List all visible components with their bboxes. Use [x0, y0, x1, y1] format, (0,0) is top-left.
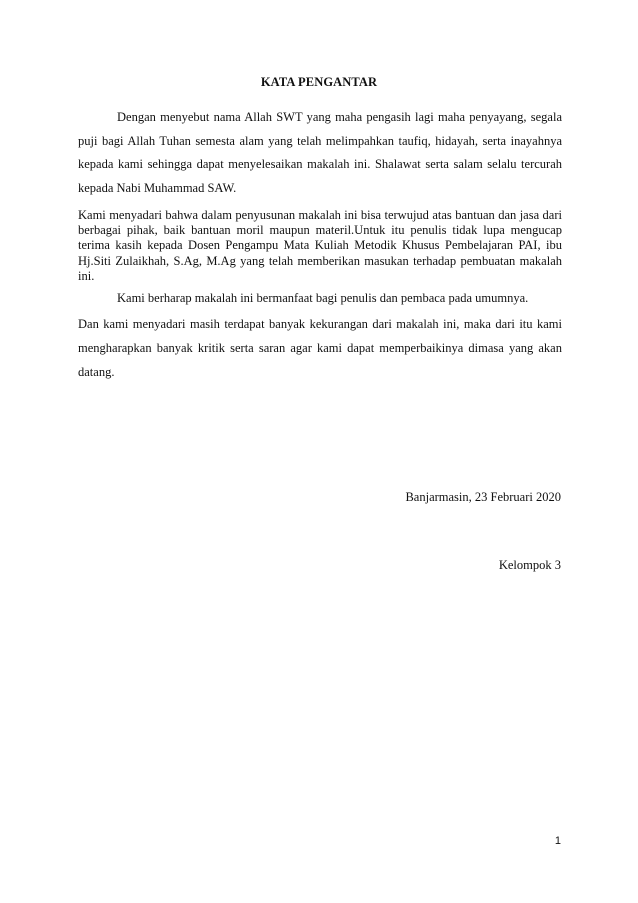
document-title: KATA PENGANTAR: [260, 75, 378, 89]
paragraph-closing-rest: Dan kami menyadari masih terdapat banyak kekurangan dari makalah ini, maka dari itu kami mengharapkan banyak kritik serta saran agar kami dapat memperbaikinya dimasa yang akan datang.: [78, 317, 562, 380]
paragraph-acknowledgement: Kami menyadari bahwa dalam penyusunan makalah ini bisa terwujud atas bantuan dan jasa dari berbagai pihak, baik bantuan moril maupun materil.Untuk itu penulis tidak lupa mengucap terima kasih kepada Dosen Pengampu Mata Kuliah Metodik Khusus Pembelajaran PAI, ibu Hj.Siti Zulaikhah, S.Ag, M.Ag yang telah memberikan masukan terhadap pembuatan makalah ini.: [78, 208, 562, 283]
paragraph-opening: Dengan menyebut nama Allah SWT yang maha pengasih lagi maha penyayang, segala puji bagi Allah Tuhan semesta alam yang telah melimpahkan taufiq, hidayah, serta inayahnya kepada kami sehingga dapat menyelesaikan makalah ini. Shalawat serta salam selalu tercurah kepada Nabi Muhammad SAW.: [78, 110, 562, 195]
paragraph-closing-first-line: Kami berharap makalah ini bermanfaat bagi penulis dan pembaca pada umumnya.: [117, 291, 529, 305]
place-and-date: Banjarmasin, 23 Februari 2020: [405, 490, 561, 504]
page-number: 1: [554, 835, 561, 847]
signer-name: Kelompok 3: [498, 558, 561, 572]
paragraph-closing: [78, 291, 562, 384]
